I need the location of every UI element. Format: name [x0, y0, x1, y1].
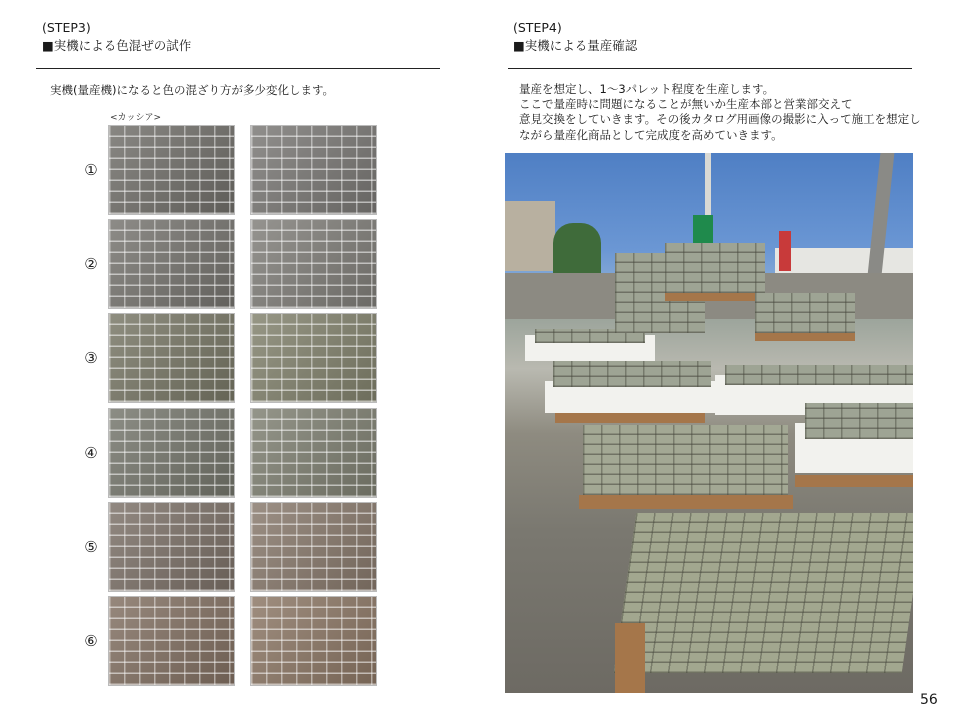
pallet-photo — [505, 153, 913, 693]
step4-label: (STEP4) — [513, 20, 562, 35]
wood-pallet — [555, 413, 705, 423]
sample-tile-a — [108, 125, 235, 215]
wood-pallet — [795, 475, 913, 487]
paver-stack — [553, 361, 711, 387]
sample-number: ① — [84, 161, 98, 179]
wood-pallet — [579, 495, 793, 509]
paver-stack — [725, 365, 913, 385]
wood-pallet — [665, 293, 765, 301]
sample-tile-b — [250, 313, 377, 403]
step3-label: (STEP3) — [42, 20, 91, 35]
wood-pallet — [755, 333, 855, 341]
sample-tile-a — [108, 313, 235, 403]
step4-divider — [508, 68, 912, 69]
sample-number: ⑤ — [84, 538, 98, 556]
wood-pallet — [615, 623, 645, 693]
sample-tile-b — [250, 408, 377, 498]
sample-tile-a — [108, 219, 235, 309]
sample-tile-b — [250, 596, 377, 686]
sample-tile-a — [108, 408, 235, 498]
step4-title: ■実機による量産確認 — [513, 38, 638, 53]
paver-stack — [805, 403, 913, 439]
sample-number: ⑥ — [84, 632, 98, 650]
step3-title: ■実機による色混ぜの試作 — [42, 38, 192, 53]
sample-number: ③ — [84, 349, 98, 367]
building-left — [505, 201, 555, 271]
page-number: 56 — [920, 692, 938, 708]
step3-description: 実機(量産機)になると色の混ざり方が多少変化します。 — [50, 83, 335, 97]
sample-number: ④ — [84, 444, 98, 462]
paver-stack-front — [614, 513, 913, 673]
paver-stack — [583, 425, 788, 495]
sample-tile-b — [250, 502, 377, 592]
sample-tile-b — [250, 125, 377, 215]
paver-stack — [665, 243, 765, 293]
step4-line-1: 量産を想定し、1～3パレット程度を生産します。 — [519, 82, 775, 96]
step3-divider — [36, 68, 440, 69]
paver-stack — [755, 293, 855, 333]
shop-flag — [779, 231, 791, 271]
step4-line-4: ながら量産化商品として完成度を高めていきます。 — [519, 128, 783, 142]
sample-caption: <カッシア> — [110, 113, 161, 123]
step4-line-3: 意見交換をしていきます。その後カタログ用画像の撮影に入って施工を想定し — [519, 112, 921, 126]
sample-tile-a — [108, 596, 235, 686]
tree — [553, 223, 601, 275]
step4-line-2: ここで量産時に問題になることが無いか生産本部と営業部交えて — [519, 97, 853, 111]
sample-tile-a — [108, 502, 235, 592]
sample-number: ② — [84, 255, 98, 273]
sample-tile-b — [250, 219, 377, 309]
